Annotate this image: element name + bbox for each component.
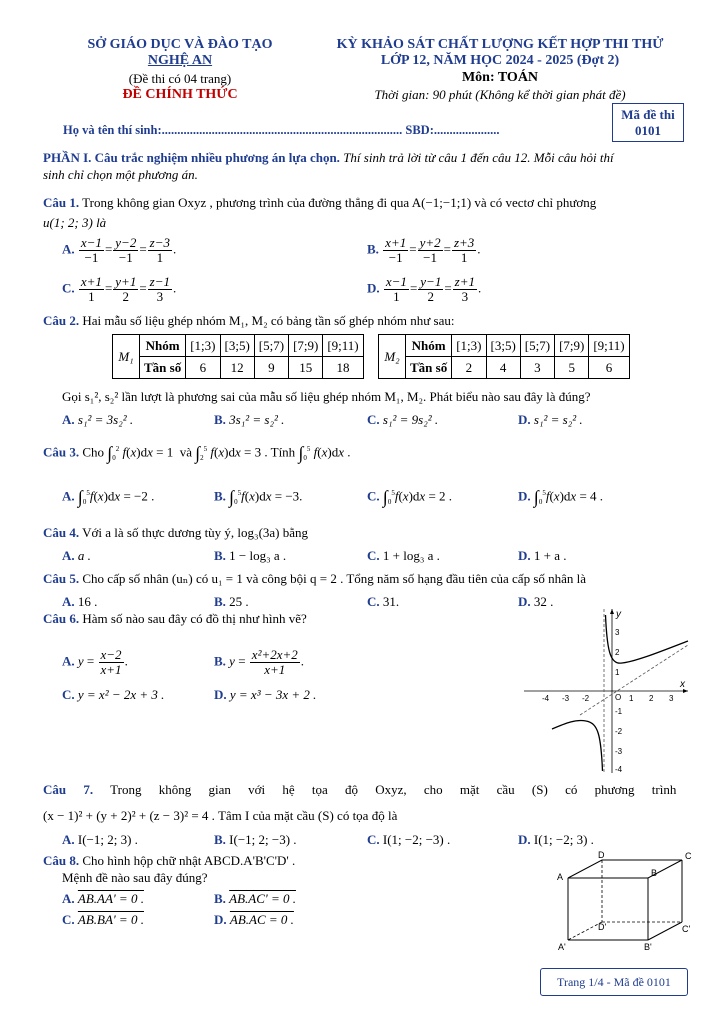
graph-oblique-asymptote <box>580 645 688 715</box>
official-label: ĐỀ CHÍNH THỨC <box>122 87 238 102</box>
q6-option-d[interactable]: D. y = x³ − 3x + 2 . <box>214 687 317 702</box>
q6-text: Câu 6. Hàm số nào sau đây có đồ thị như hình vẽ? <box>43 611 307 626</box>
q1-option-c[interactable]: C. $\frac{x+1}{1}$ = $\frac{y+1}{2}$ = $\frac{z-1}{3}$ . <box>62 274 177 304</box>
q1-option-d[interactable]: D. $\frac{x-1}{1}$ = $\frac{y-1}{2}$ = $\frac{z+1}{3}$ . <box>367 274 482 304</box>
q1-option-a[interactable]: A. $\frac{x-1}{-1}$ = $\frac{y-2}{-1}$ = $\frac{z-3}{1}$ . <box>62 235 177 265</box>
tick-y-n2: -2 <box>615 727 623 736</box>
q2-option-c[interactable]: C. s₁² = 9s₂² . <box>367 412 439 427</box>
q2-text: Câu 2. Hai mẫu số liệu ghép nhóm M₁, M₂ có bảng tần số ghép nhóm như sau: <box>43 313 455 328</box>
q8-option-b[interactable]: B. AB.AC' = 0 . <box>214 891 296 906</box>
q3-option-a[interactable]: A. $\int_0^5f(x)dx = -2$ . <box>62 487 155 507</box>
footer-text: Trang 1/4 - Mã đề 0101 <box>557 975 671 989</box>
q4-option-b[interactable]: B. 1 − log₃ a . <box>214 548 287 563</box>
q6-option-b[interactable]: B. y = $\frac{\text{x²+2x+2}}{x+1}$ . <box>214 647 305 677</box>
tick-y-n3: -3 <box>615 747 623 756</box>
q7-option-b[interactable]: B. I(−1; 2; −3) . <box>214 832 297 847</box>
q4-option-d[interactable]: D. 1 + a . <box>518 548 567 563</box>
subject: Môn: TOÁN <box>461 70 539 85</box>
label-b: B <box>651 868 658 878</box>
graph-curve-left <box>552 720 603 771</box>
q3-option-b[interactable]: B. $\int_0^5f(x)dx = -3$. <box>214 487 303 507</box>
box-edge-bc-bottom <box>648 922 682 940</box>
exam-code-label: Mã đề thi <box>621 107 675 122</box>
box-edge-da-bottom <box>568 922 602 940</box>
page-footer <box>540 968 688 996</box>
pages-note: (Đề thi có 04 trang) <box>128 71 232 86</box>
q7-text: Câu 7. Trong không gian với hệ tọa độ Oxyz, cho mặt cầu (S) có phương trình <box>43 782 677 797</box>
q6-option-c[interactable]: C. y = x² − 2x + 3 . <box>62 687 165 702</box>
q8-option-c[interactable]: C. AB.BA' = 0 . <box>62 912 144 927</box>
label-a: A <box>557 872 564 882</box>
student-info: Họ và tên thí sinh:............................................................................. SBD:..................... <box>63 123 500 137</box>
box-top-face <box>568 860 682 878</box>
q3-option-c[interactable]: C. $\int_0^5f(x)dx = 2$ . <box>367 487 453 507</box>
tick-x-n2: -2 <box>582 694 590 703</box>
label-b-prime: B' <box>644 942 652 952</box>
part1-heading: PHẦN I. Câu trắc nghiệm nhiều phương án lựa chọn. Thí sinh trả lời từ câu 1 đến câu 12. Mỗi câu hỏi thí <box>43 150 614 165</box>
q6-option-a[interactable]: A. y = $\frac{x-2}{x+1}$ . <box>62 647 128 677</box>
part1-instructions: sinh chỉ chọn một phương án. <box>43 167 198 182</box>
q7-equation: (x − 1)² + (y + 2)² + (z − 3)² = 4 . Tâm I của mặt cầu (S) có tọa độ là <box>43 808 398 823</box>
label-c-prime: C' <box>682 924 691 934</box>
q5-option-a[interactable]: A. 16 . <box>62 594 98 609</box>
q3-text: Câu 3. Cho $\int_0^2$ f(x)dx = 1 và $\int_2^5$ f(x)dx = 3 . Tính $\int_0^5$ f(x)dx . <box>43 443 351 463</box>
q4-option-c[interactable]: C. 1 + log₃ a . <box>367 548 440 563</box>
tick-y-1: 1 <box>615 668 620 677</box>
q3-option-d[interactable]: D. $\int_0^5f(x)dx = 4$ . <box>518 487 604 507</box>
exam-code-value: 0101 <box>635 123 661 138</box>
tick-x-n3: -3 <box>562 694 570 703</box>
q4-option-a[interactable]: A. a . <box>62 548 91 563</box>
exam-year: LỚP 12, NĂM HỌC 2024 - 2025 (Đợt 2) <box>380 53 620 68</box>
q8-option-d[interactable]: D. AB.AC = 0 . <box>214 912 294 927</box>
m1-name: M₁ <box>113 335 140 379</box>
q7-option-d[interactable]: D. I(1; −2; 3) . <box>518 832 594 847</box>
q2-subtext: Gọi s₁², s₂² lần lượt là phương sai của mẫu số liệu ghép nhóm M₁, M₂. Phát biểu nào sau đây là đúng? <box>62 389 591 404</box>
q4-text: Câu 4. Với a là số thực dương tùy ý, log₃(3a) bằng <box>43 525 309 540</box>
m1-table: M₁ Nhóm [1;3) [3;5) [5;7) [7;9) [9;11) Tần số 6 12 9 15 18 <box>112 334 364 379</box>
graph-y-arrow <box>610 609 614 614</box>
q1-option-b[interactable]: B. $\frac{x+1}{-1}$ = $\frac{y+2}{-1}$ = $\frac{z+3}{1}$ . <box>367 235 481 265</box>
q7-option-a[interactable]: A. I(−1; 2; 3) . <box>62 832 138 847</box>
tick-x-n4: -4 <box>542 694 550 703</box>
tick-y-2: 2 <box>615 648 620 657</box>
label-d: D <box>598 850 605 860</box>
q8-option-a[interactable]: A. AB.AA' = 0 . <box>62 891 144 906</box>
exam-code-box <box>612 103 684 142</box>
q2-option-d[interactable]: D. s₁² = s₂² . <box>518 412 583 427</box>
exam-time: Thời gian: 90 phút (Không kể thời gian phát đề) <box>374 87 626 102</box>
q5-text: Câu 5. Cho cấp số nhân (uₙ) có u₁ = 1 và công bội q = 2 . Tổng năm số hạng đầu tiên của cấp số nhân là <box>43 571 587 586</box>
q1-text2: u(1; 2; 3) là <box>43 215 107 230</box>
tick-y-n1: -1 <box>615 707 623 716</box>
label-d-prime: D' <box>598 922 607 932</box>
q8-text: Câu 8. Cho hình hộp chữ nhật ABCD.A'B'C'D' . <box>43 853 296 868</box>
exam-title: KỲ KHẢO SÁT CHẤT LƯỢNG KẾT HỢP THI THỬ <box>336 37 664 52</box>
graph-y-label: y <box>616 609 621 620</box>
label-a-prime: A' <box>558 942 566 952</box>
q5-option-c[interactable]: C. 31. <box>367 594 400 609</box>
tick-x-2: 2 <box>649 694 654 703</box>
tick-x-1: 1 <box>629 694 634 703</box>
q2-option-a[interactable]: A. s₁² = 3s₂² . <box>62 412 134 427</box>
tick-y-3: 3 <box>615 628 620 637</box>
q2-option-b[interactable]: B. 3s₁² = s₂² . <box>214 412 285 427</box>
dept-line1: SỞ GIÁO DỤC VÀ ĐÀO TẠO <box>87 37 273 52</box>
graph-origin: O <box>615 693 622 702</box>
q6-graph <box>522 605 690 775</box>
tick-x-3: 3 <box>669 694 674 703</box>
q1-text: Câu 1. Trong không gian Oxyz , phương trình của đường thẳng đi qua A(−1;−1;1) và có vectơ chỉ phương <box>43 195 597 210</box>
m2-name: M₂ <box>379 335 406 379</box>
m2-table: M₂ Nhóm [1;3) [3;5) [5;7) [7;9) [9;11) Tần số 2 4 3 5 6 <box>378 334 630 379</box>
q5-option-b[interactable]: B. 25 . <box>214 594 249 609</box>
q8-box-diagram <box>548 850 693 955</box>
dept-line2: NGHỆ AN <box>147 53 213 68</box>
tick-y-n4: -4 <box>615 765 623 774</box>
label-c: C <box>685 851 692 861</box>
q5-option-d[interactable]: D. 32 . <box>518 594 554 609</box>
graph-x-label: x <box>680 679 685 690</box>
q7-option-c[interactable]: C. I(1; −2; −3) . <box>367 832 451 847</box>
q8-text2: Mệnh đề nào sau đây đúng? <box>62 870 208 885</box>
